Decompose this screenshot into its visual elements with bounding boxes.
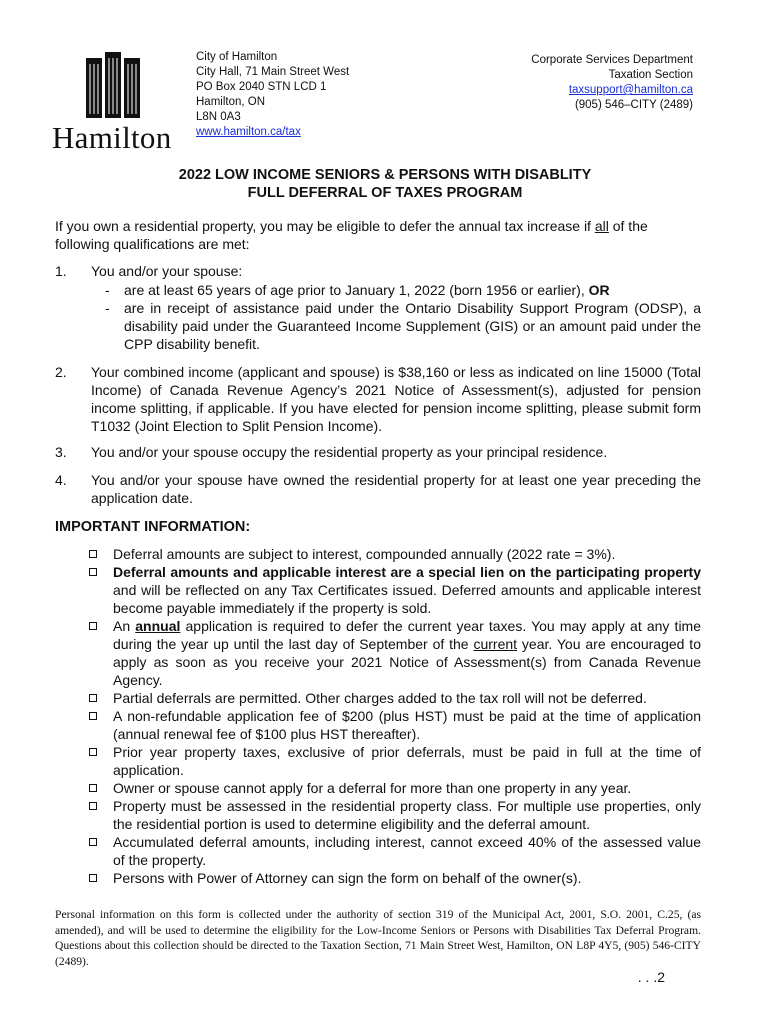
important-list xyxy=(88,545,701,887)
logo-wordmark: Hamilton xyxy=(52,120,172,155)
list-item: Property must be assessed in the residential property class. For multiple use properties, only the residential portion is used to determine eligibility and the deferral amount. xyxy=(88,797,701,833)
qualification-4 xyxy=(55,471,701,507)
hamilton-logo-icon xyxy=(82,52,144,124)
title-line-1: 2022 LOW INCOME SENIORS & PERSONS WITH DISABLITY xyxy=(178,167,592,183)
qualification-number: 2. xyxy=(55,364,67,380)
section-name: Taxation Section xyxy=(608,69,693,81)
checkbox-bullet-icon xyxy=(89,550,97,558)
website-link[interactable]: www.hamilton.ca/tax xyxy=(196,126,301,138)
department-name: Corporate Services Department xyxy=(531,54,693,66)
checkbox-bullet-icon xyxy=(89,712,97,720)
list-item: Accumulated deferral amounts, including interest, cannot exceed 40% of the assessed value of the property. xyxy=(88,833,701,869)
intro-text-end: of the following qualifications are met: xyxy=(55,218,648,252)
privacy-footnote: Personal information on this form is collected under the authority of section 319 of the Municipal Act, 2001, S.O. 2001, C.25, (as amended), and will be used to determine the eligibility for the Low-Income Seniors or Persons with Disabilities Tax Deferral Program. Questions about this collection should be directed to the Taxation Section, 71 Main Street West, Hamilton, ON L8P 4Y5, (905) 546-CITY (2489). xyxy=(55,908,701,968)
checkbox-bullet-icon xyxy=(89,784,97,792)
or-emphasis: OR xyxy=(588,282,610,298)
qualification-text: You and/or your spouse have owned the residential property for at least one year preceding the application date. xyxy=(91,472,701,506)
phone-number: (905) 546–CITY (2489) xyxy=(574,99,693,111)
list-item: An annual application is required to defer the current year taxes. You may apply at any time during the year up until the last day of September of the current year. You are encouraged to apply as soon as you receive your 2021 Notice of Assessment(s) from Canada Revenue Agency. xyxy=(88,617,701,689)
checkbox-bullet-icon xyxy=(89,838,97,846)
important-heading: IMPORTANT INFORMATION: xyxy=(55,519,251,535)
checkbox-bullet-icon xyxy=(89,802,97,810)
list-item: Deferral amounts are subject to interest, compounded annually (2022 rate = 3%). xyxy=(88,545,701,563)
page-indicator: . . .2 xyxy=(637,969,665,985)
qualification-text: You and/or your spouse occupy the residential property as your principal residence. xyxy=(91,444,608,460)
email-link[interactable]: taxsupport@hamilton.ca xyxy=(568,84,693,96)
address-line: PO Box 2040 STN LCD 1 xyxy=(196,81,327,93)
checkbox-bullet-icon xyxy=(89,748,97,756)
qualification-text: You and/or your spouse: xyxy=(91,263,243,279)
address-line: City Hall, 71 Main Street West xyxy=(196,66,350,78)
list-item: Prior year property taxes, exclusive of prior deferrals, must be paid in full at the time of application. xyxy=(88,743,701,779)
document-title xyxy=(0,166,770,202)
list-item: Deferral amounts and applicable interest are a special lien on the participating property and will be reflected on any Tax Certificates issued. Deferred amounts and applicable interest become payable immediately if the property is sold. xyxy=(88,563,701,617)
checkbox-bullet-icon xyxy=(89,874,97,882)
intro-paragraph xyxy=(55,217,701,253)
list-item: Persons with Power of Attorney can sign the form on behalf of the owner(s). xyxy=(88,869,701,887)
qualification-2 xyxy=(55,363,701,435)
title-line-2: FULL DEFERRAL OF TAXES PROGRAM xyxy=(247,185,523,201)
intro-text: If you own a residential property, you may be eligible to defer the annual tax increase if xyxy=(55,218,595,234)
address-line: L8N 0A3 xyxy=(196,111,241,123)
qualification-subitem: - are in receipt of assistance paid under the Ontario Disability Support Program (ODSP), a disability paid under the Guaranteed Income Supplement (GIS) or an amount paid under the CPP disability benefit. xyxy=(105,300,701,352)
qualification-3 xyxy=(55,443,701,461)
qualification-text: Your combined income (applicant and spouse) is $38,160 or less as indicated on line 15000 (Total Income) of Canada Revenue Agency’s 2021 Notice of Assessment(s), adjusted for pension income splitting, if applicable. If you have elected for pension income splitting, please submit form T1032 (Joint Election to Split Pension Income). xyxy=(91,364,701,434)
list-item: Partial deferrals are permitted. Other charges added to the tax roll will not be deferred. xyxy=(88,689,701,707)
checkbox-bullet-icon xyxy=(89,694,97,702)
intro-emphasis: all xyxy=(594,218,609,234)
address-line: Hamilton, ON xyxy=(196,96,266,108)
checkbox-bullet-icon xyxy=(89,568,97,576)
qualification-number: 3. xyxy=(55,444,67,460)
city-address xyxy=(196,50,349,140)
list-item: Owner or spouse cannot apply for a deferral for more than one property in any year. xyxy=(88,779,701,797)
department-contact xyxy=(531,53,693,113)
city-logo xyxy=(52,50,182,155)
qualification-subitem: - are at least 65 years of age prior to January 1, 2022 (born 1956 or earlier), OR xyxy=(105,282,610,298)
qualification-number: 4. xyxy=(55,472,67,488)
checkbox-bullet-icon xyxy=(89,622,97,630)
qualification-1 xyxy=(55,262,701,353)
address-line: City of Hamilton xyxy=(196,51,278,63)
list-item: A non-refundable application fee of $200 (plus HST) must be paid at the time of application (annual renewal fee of $100 plus HST thereafter). xyxy=(88,707,701,743)
qualification-number: 1. xyxy=(55,263,67,279)
